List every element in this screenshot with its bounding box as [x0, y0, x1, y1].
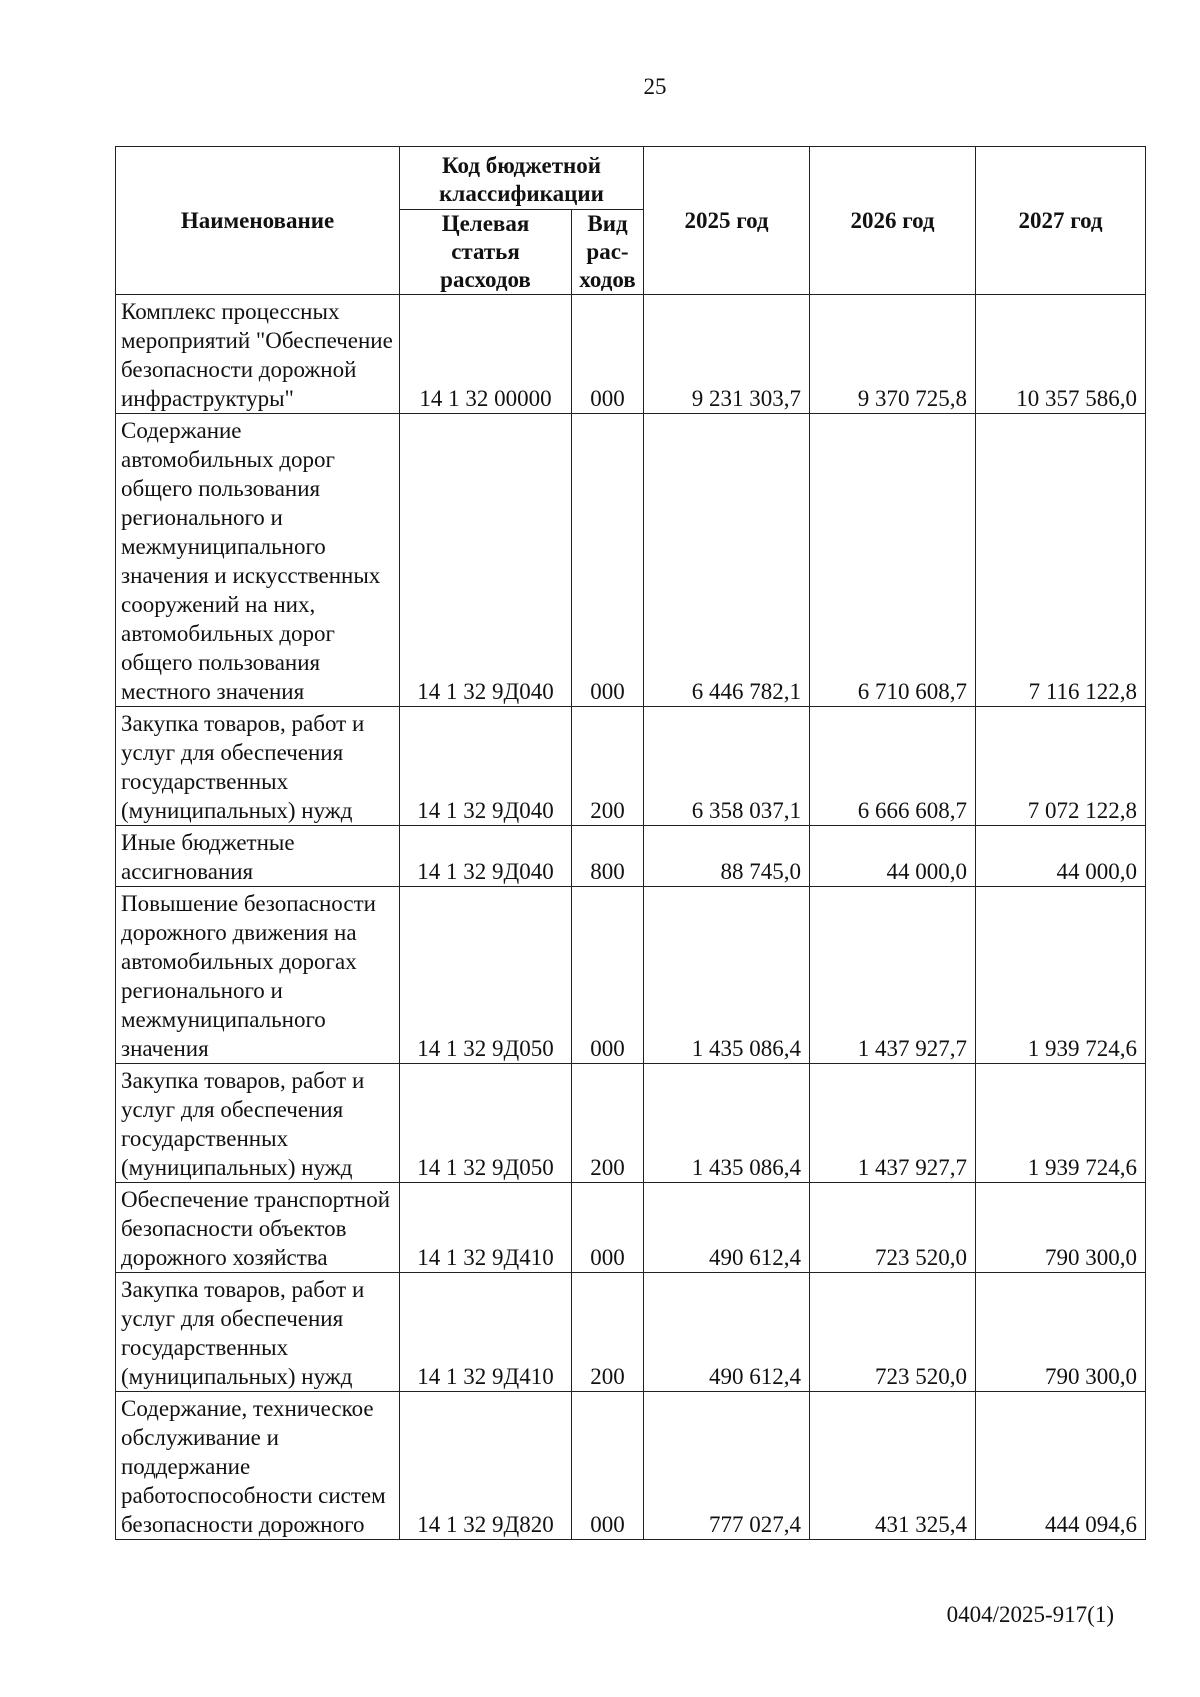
row-2025: 9 231 303,7 [644, 295, 810, 414]
row-name: Повышение безопасности дорожного движения на автомобильных дорогах регионального и межмуниципального значения [116, 887, 400, 1064]
table-row [116, 887, 1146, 1064]
row-2027: 44 000,0 [976, 826, 1146, 887]
row-name: Содержание автомобильных дорог общего пользования регионального и межмуниципального значения и искусственных сооружений на них, автомобильных дорог общего пользования местного значения [116, 414, 400, 707]
row-2026: 6 710 608,7 [810, 414, 976, 707]
header-expense-kind: Вид рас-ходов [572, 210, 644, 295]
row-2026: 44 000,0 [810, 826, 976, 887]
row-kind: 200 [572, 707, 644, 826]
budget-table [115, 146, 1146, 1540]
row-name: Закупка товаров, работ и услуг для обеспечения государственных (муниципальных) нужд [116, 1273, 400, 1392]
row-2027: 444 094,6 [976, 1392, 1146, 1540]
row-code: 14 1 32 9Д410 [400, 1183, 572, 1273]
table-row [116, 1064, 1146, 1183]
header-target-article: Целевая статья расходов [400, 210, 572, 295]
row-name: Закупка товаров, работ и услуг для обеспечения государственных (муниципальных) нужд [116, 1064, 400, 1183]
row-code: 14 1 32 9Д820 [400, 1392, 572, 1540]
row-kind: 000 [572, 1183, 644, 1273]
row-2027: 790 300,0 [976, 1273, 1146, 1392]
row-kind: 200 [572, 1273, 644, 1392]
row-name: Комплекс процессных мероприятий "Обеспечение безопасности дорожной инфраструктуры" [116, 295, 400, 414]
row-2026: 1 437 927,7 [810, 1064, 976, 1183]
row-kind: 000 [572, 887, 644, 1064]
row-code: 14 1 32 9Д040 [400, 826, 572, 887]
row-2026: 723 520,0 [810, 1183, 976, 1273]
row-kind: 000 [572, 414, 644, 707]
row-kind: 000 [572, 1392, 644, 1540]
row-2026: 431 325,4 [810, 1392, 976, 1540]
row-2027: 7 116 122,8 [976, 414, 1146, 707]
row-code: 14 1 32 9Д040 [400, 707, 572, 826]
table-row [116, 707, 1146, 826]
row-2025: 777 027,4 [644, 1392, 810, 1540]
row-code: 14 1 32 9Д050 [400, 887, 572, 1064]
row-kind: 000 [572, 295, 644, 414]
row-name: Закупка товаров, работ и услуг для обеспечения государственных (муниципальных) нужд [116, 707, 400, 826]
row-2026: 6 666 608,7 [810, 707, 976, 826]
row-2025: 490 612,4 [644, 1183, 810, 1273]
table-row [116, 1183, 1146, 1273]
header-code-group: Код бюджетной классификации [400, 147, 644, 210]
row-code: 14 1 32 9Д040 [400, 414, 572, 707]
header-2026: 2026 год [810, 147, 976, 295]
header-name: Наименование [116, 147, 400, 295]
row-name: Обеспечение транспортной безопасности объектов дорожного хозяйства [116, 1183, 400, 1273]
row-2026: 723 520,0 [810, 1273, 976, 1392]
row-2027: 1 939 724,6 [976, 1064, 1146, 1183]
row-kind: 200 [572, 1064, 644, 1183]
row-2026: 1 437 927,7 [810, 887, 976, 1064]
row-2025: 88 745,0 [644, 826, 810, 887]
document-number: 0404/2025-917(1) [946, 1602, 1114, 1627]
table-body [116, 295, 1146, 1540]
row-name: Содержание, техническое обслуживание и поддержание работоспособности систем безопасности дорожного [116, 1392, 400, 1540]
row-kind: 800 [572, 826, 644, 887]
row-2025: 1 435 086,4 [644, 887, 810, 1064]
row-code: 14 1 32 9Д410 [400, 1273, 572, 1392]
row-code: 14 1 32 00000 [400, 295, 572, 414]
header-2027: 2027 год [976, 147, 1146, 295]
row-2025: 6 446 782,1 [644, 414, 810, 707]
row-2026: 9 370 725,8 [810, 295, 976, 414]
row-2025: 1 435 086,4 [644, 1064, 810, 1183]
row-name: Иные бюджетные ассигнования [116, 826, 400, 887]
row-code: 14 1 32 9Д050 [400, 1064, 572, 1183]
row-2025: 6 358 037,1 [644, 707, 810, 826]
table-row [116, 414, 1146, 707]
row-2027: 10 357 586,0 [976, 295, 1146, 414]
row-2027: 7 072 122,8 [976, 707, 1146, 826]
header-2025: 2025 год [644, 147, 810, 295]
table-row [116, 826, 1146, 887]
row-2027: 1 939 724,6 [976, 887, 1146, 1064]
row-2025: 490 612,4 [644, 1273, 810, 1392]
table-header [116, 147, 1146, 295]
page-number: 25 [643, 74, 667, 99]
table-row [116, 1273, 1146, 1392]
table-row [116, 1392, 1146, 1540]
table-row [116, 295, 1146, 414]
row-2027: 790 300,0 [976, 1183, 1146, 1273]
